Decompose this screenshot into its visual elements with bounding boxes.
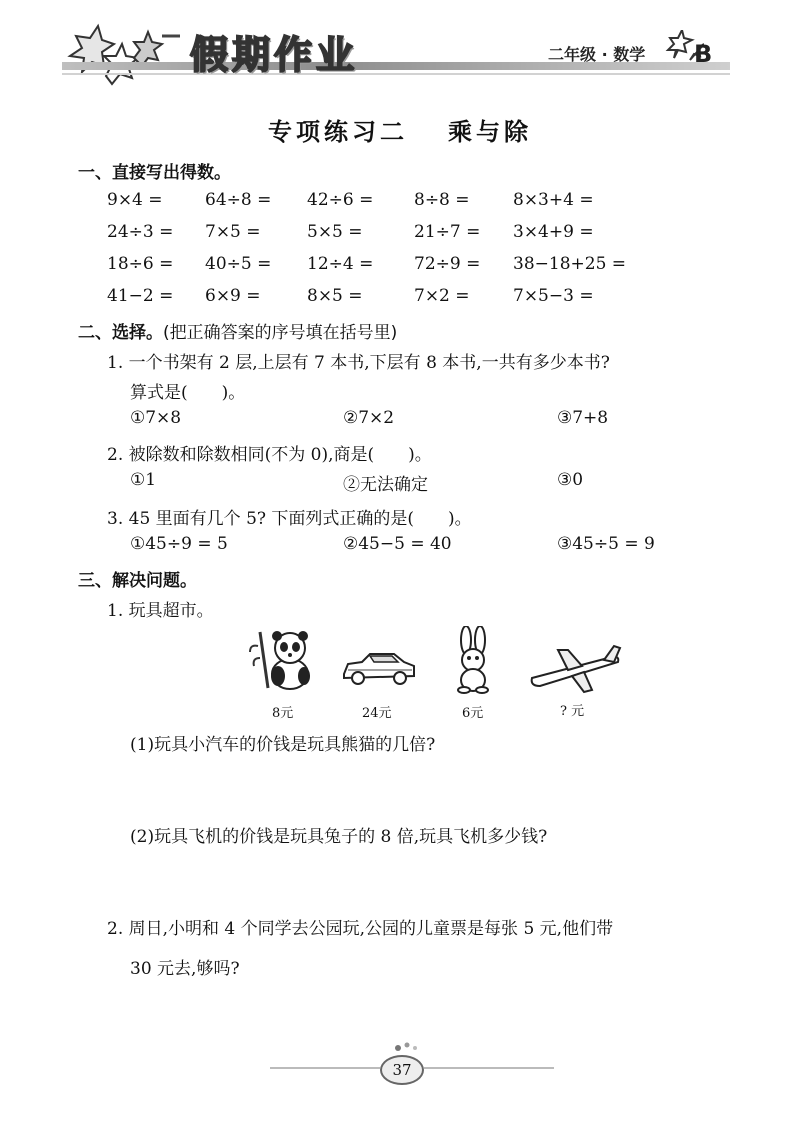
- page-title: [0, 112, 800, 147]
- q3-option: ②45−5 = 40: [343, 534, 452, 554]
- price-label: 6元: [462, 706, 484, 721]
- s3-p2-line2: 30 元去,够吗?: [130, 959, 240, 979]
- section3-heading: 三、解决问题。: [78, 571, 197, 591]
- calc-cell: 18÷6 =: [107, 254, 174, 274]
- s3-p1-q2: (2)玩具飞机的价钱是玩具兔子的 8 倍,玩具飞机多少钱?: [130, 827, 548, 847]
- price-label: 24元: [362, 706, 392, 721]
- footer-line-right: [424, 1067, 554, 1069]
- s3-p1: 1. 玩具超市。: [107, 601, 214, 621]
- title-sub: 乘与除: [448, 118, 532, 146]
- airplane-icon: [528, 642, 624, 694]
- section2-heading: [78, 318, 397, 343]
- q2-line1: 2. 被除数和除数相同(不为 0),商是( )。: [107, 445, 432, 465]
- calc-cell: 8×5 =: [307, 286, 363, 306]
- calc-cell: 8÷8 =: [414, 190, 470, 210]
- calc-cell: 7×2 =: [414, 286, 470, 306]
- calc-cell: 42÷6 =: [307, 190, 374, 210]
- panda-icon: [248, 628, 318, 692]
- price-label: 8元: [272, 706, 294, 721]
- header-grade: 二年级 · 数学: [548, 45, 646, 64]
- calc-cell: 38−18+25 =: [513, 254, 627, 274]
- calc-cell: 9×4 =: [107, 190, 163, 210]
- q2-option: ②无法确定: [343, 475, 428, 495]
- car-icon: [340, 648, 418, 688]
- title-main: 专项练习二: [268, 118, 408, 146]
- section2-heading-label: 二、选择。: [78, 323, 163, 343]
- calc-cell: 5×5 =: [307, 222, 363, 242]
- q1-option: ②7×2: [343, 408, 395, 428]
- page-number: 37: [380, 1055, 424, 1085]
- dots-icon: [392, 1040, 422, 1054]
- star-icon: [62, 22, 182, 94]
- calc-cell: 7×5 =: [205, 222, 261, 242]
- q1-line1: 1. 一个书架有 2 层,上层有 7 本书,下层有 8 本书,一共有多少本书?: [107, 353, 610, 373]
- price-label: ? 元: [560, 704, 585, 719]
- q3-option: ③45÷5 = 9: [557, 534, 655, 554]
- q1-option: ③7+8: [557, 408, 609, 428]
- calc-cell: 40÷5 =: [205, 254, 272, 274]
- header-badge: B: [694, 40, 713, 68]
- calc-cell: 72÷9 =: [414, 254, 481, 274]
- calc-cell: 24÷3 =: [107, 222, 174, 242]
- calc-cell: 21÷7 =: [414, 222, 481, 242]
- q2-option: ③0: [557, 470, 584, 490]
- calc-cell: 41−2 =: [107, 286, 174, 306]
- section2-heading-tail: (把正确答案的序号填在括号里): [163, 323, 398, 343]
- calc-cell: 6×9 =: [205, 286, 261, 306]
- calc-cell: 64÷8 =: [205, 190, 272, 210]
- footer-line-left: [270, 1067, 380, 1069]
- calc-cell: 8×3+4 =: [513, 190, 594, 210]
- header-line: [62, 73, 730, 75]
- calc-cell: 7×5−3 =: [513, 286, 594, 306]
- s3-p1-q1: (1)玩具小汽车的价钱是玩具熊猫的几倍?: [130, 735, 436, 755]
- q2-option: ①1: [130, 470, 157, 490]
- q1-option: ①7×8: [130, 408, 182, 428]
- section1-heading: 一、直接写出得数。: [78, 163, 231, 183]
- q3-option: ①45÷9 = 5: [130, 534, 228, 554]
- q1-line2: 算式是( )。: [130, 383, 246, 403]
- rabbit-icon: [450, 626, 496, 694]
- s3-p2-line1: 2. 周日,小明和 4 个同学去公园玩,公园的儿童票是每张 5 元,他们带: [107, 919, 614, 939]
- calc-cell: 12÷4 =: [307, 254, 374, 274]
- q3-line1: 3. 45 里面有几个 5? 下面列式正确的是( )。: [107, 509, 472, 529]
- calc-cell: 3×4+9 =: [513, 222, 594, 242]
- header-title: 假期作业: [190, 33, 359, 77]
